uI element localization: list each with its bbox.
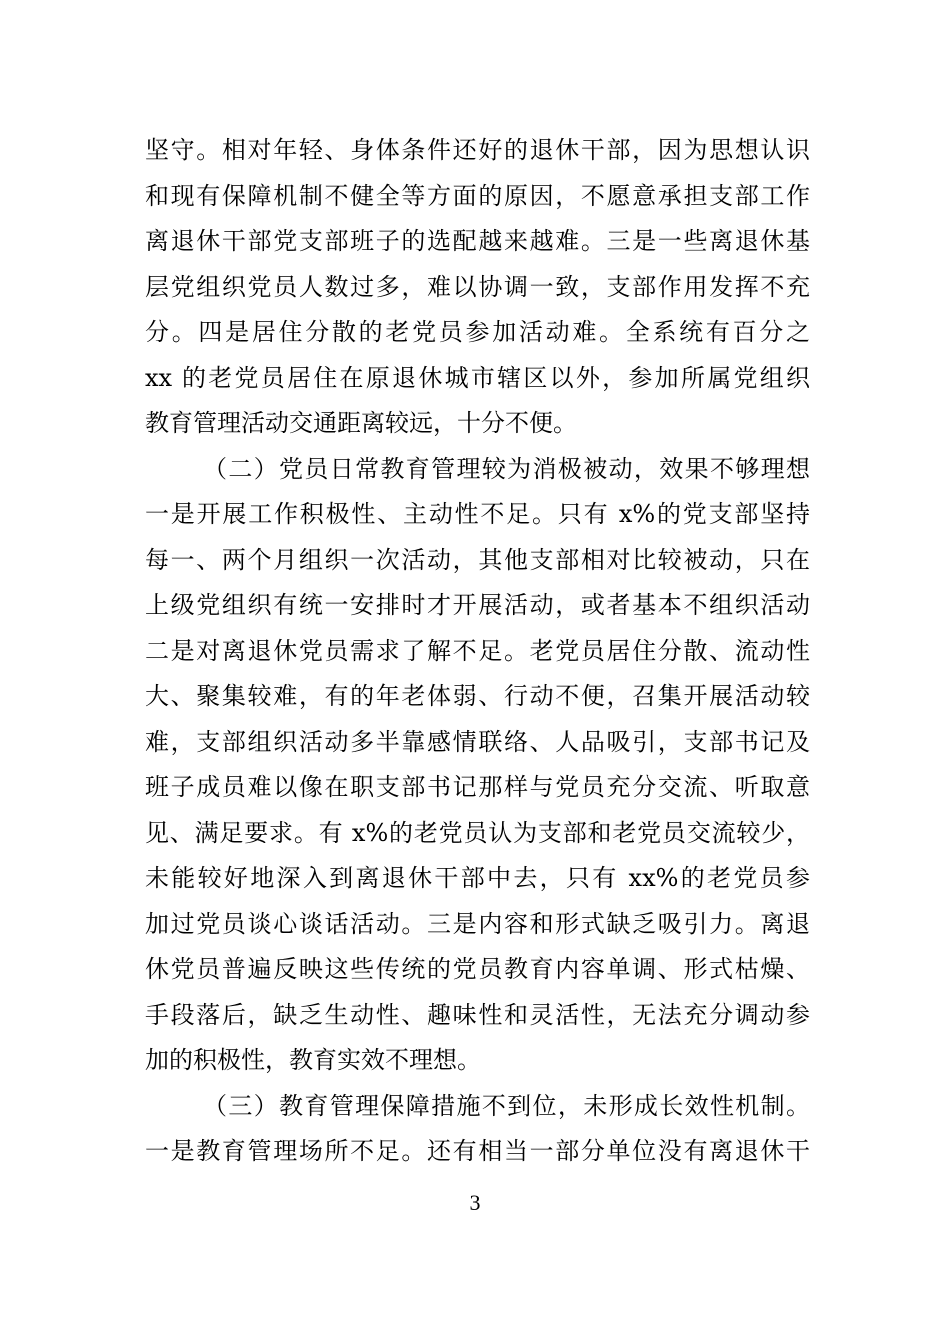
text-line: 二是对离退休党员需求了解不足。老党员居住分散、流动性 [145, 636, 810, 665]
text-line: 手段落后，缺乏生动性、趣味性和灵活性，无法充分调动参 [145, 1000, 810, 1029]
text-line: 一是开展工作积极性、主动性不足。只有 x%的党支部坚持 [145, 500, 810, 528]
text-line: 分。四是居住分散的老党员参加活动难。全系统有百分之 [145, 318, 810, 346]
text-line: 一是教育管理场所不足。还有相当一部分单位没有离退休干 [145, 1137, 810, 1165]
page-number: 3 [469, 1190, 481, 1215]
section-heading: （二）党员日常教育管理较为消极被动，效果不够理想 [203, 454, 810, 483]
text-line: 离退休干部党支部班子的选配越来越难。三是一些离退休基 [145, 227, 810, 255]
text-line: xx 的老党员居住在原退休城市辖区以外，参加所属党组织 [145, 363, 810, 392]
text-line: 上级党组织有统一安排时才开展活动，或者基本不组织活动 [145, 591, 810, 619]
text-line: 每一、两个月组织一次活动，其他支部相对比较被动，只在 [145, 545, 810, 574]
text-line: 加过党员谈心谈话活动。三是内容和形式缺乏吸引力。离退 [145, 909, 810, 938]
body-text [145, 128, 810, 1175]
text-line: 难，支部组织活动多半靠感情联络、人品吸引，支部书记及 [145, 727, 810, 756]
text-line: 班子成员难以像在职支部书记那样与党员充分交流、听取意 [145, 773, 810, 801]
text-line: 大、聚集较难，有的年老体弱、行动不便，召集开展活动较 [145, 682, 810, 710]
text-line: 教育管理活动交通距离较远，十分不便。 [145, 409, 577, 437]
text-line: 坚守。相对年轻、身体条件还好的退休干部，因为思想认识 [145, 136, 810, 164]
text-line: 和现有保障机制不健全等方面的原因，不愿意承担支部工作 [145, 181, 810, 210]
text-line: 见、满足要求。有 x%的老党员认为支部和老党员交流较少， [145, 818, 810, 847]
section-heading: （三）教育管理保障措施不到位，未形成长效性机制。 [203, 1091, 810, 1120]
text-line: 未能较好地深入到离退休干部中去，只有 xx%的老党员参 [145, 864, 810, 892]
text-line: 层党组织党员人数过多，难以协调一致，支部作用发挥不充 [145, 272, 810, 301]
text-line: 休党员普遍反映这些传统的党员教育内容单调、形式枯燥、 [145, 955, 810, 983]
text-line: 加的积极性，教育实效不理想。 [145, 1046, 481, 1074]
